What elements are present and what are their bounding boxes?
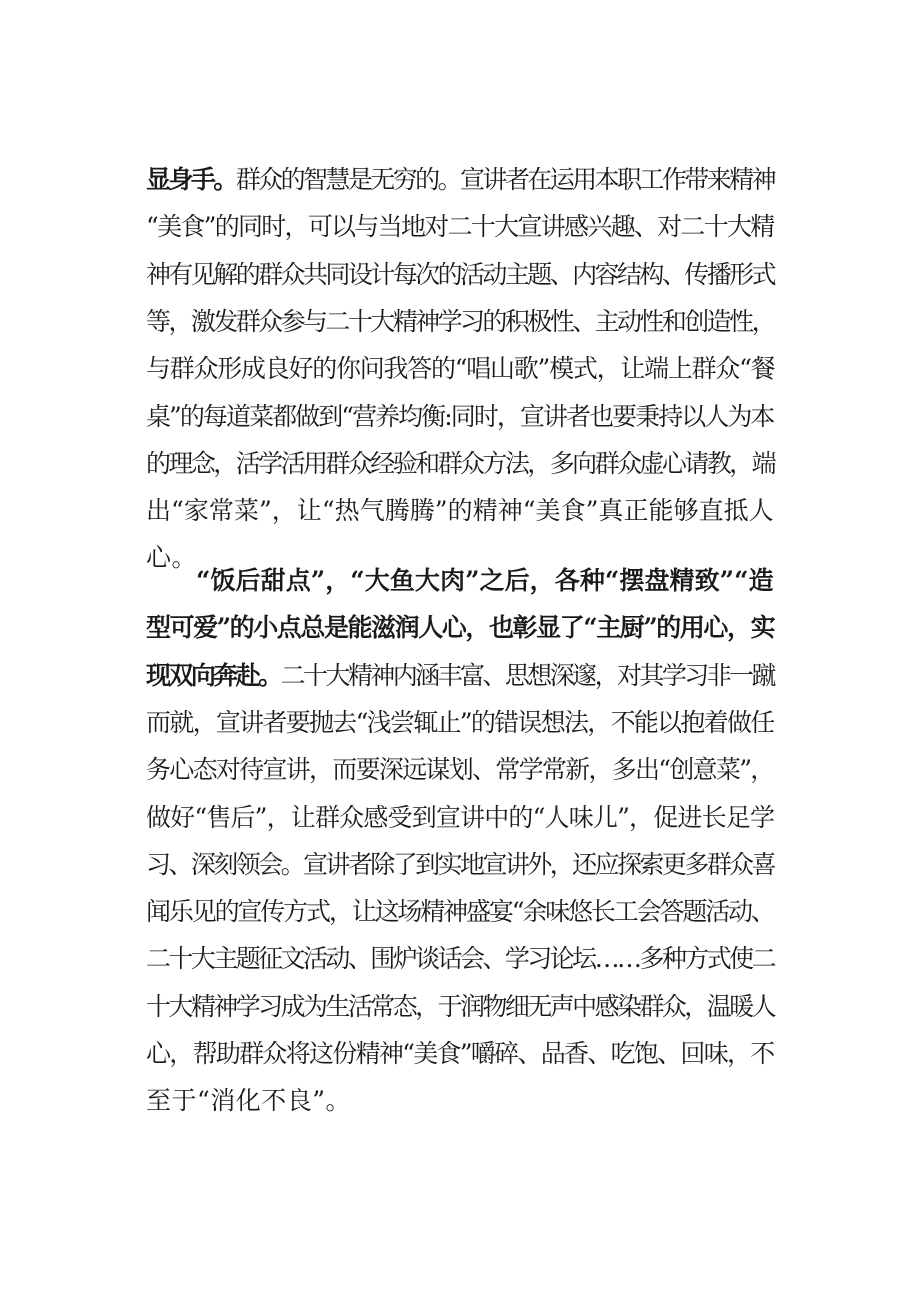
text-segment: 的理念，活学活用群众经验和群众方法，多向群众虚心请教，端 — [146, 448, 775, 478]
text-segment: 心。 — [146, 543, 198, 573]
text-segment: 而就，宣讲者要抛去“浅尝辄止”的错误想法，不能以抱着做任 — [146, 707, 774, 737]
text-segment: “美食”的同时，可以与当地对二十大宣讲感兴趣、对二十大精 — [146, 212, 774, 242]
text-line — [146, 936, 774, 982]
text-segment: 至于“消化不良”。 — [146, 1086, 352, 1116]
text-line — [146, 299, 774, 345]
text-segment: 十大精神学习成为生活常态，于润物细无声中感染群众，温暖人 — [146, 991, 775, 1021]
bold-text-segment: “饭后甜点”，“大鱼大肉”之后，各种“摆盘精致”“造 — [196, 566, 774, 595]
text-line — [146, 157, 774, 203]
text-line — [146, 700, 774, 746]
bold-text-segment: 显身手。 — [146, 165, 236, 194]
text-segment: 二十大精神内涵丰富、思想深邃，对其学习非一蹴 — [280, 660, 775, 690]
bold-text-segment: 现双向奔赴。 — [146, 660, 281, 690]
text-segment: 务心态对待宣讲，而要深远谋划、常学常新，多出“创意菜”， — [146, 755, 774, 785]
text-line — [146, 441, 774, 487]
text-line — [146, 889, 774, 935]
text-line — [146, 984, 774, 1030]
text-line — [146, 394, 774, 440]
text-line — [146, 204, 774, 250]
text-line — [146, 842, 774, 888]
text-segment: 与群众形成良好的你问我答的“唱山歌”模式，让端上群众“餐 — [146, 354, 775, 384]
bold-text-segment: 型可爱”的小点总是能滋润人心，也彰显了“主厨”的用心，实 — [146, 613, 775, 643]
text-segment: 闻乐见的宣传方式，让这场精神盛宴“余味悠长工会答题活动、 — [146, 897, 774, 927]
text-line — [146, 488, 774, 534]
text-line — [146, 346, 774, 392]
text-segment: 桌”的每道菜都做到“营养均衡:同时，宣讲者也要秉持以人为本 — [146, 401, 774, 431]
text-segment: 习、深刻领会。宣讲者除了到实地宣讲外，还应探索更多群众喜 — [146, 849, 775, 879]
text-segment: 等，激发群众参与二十大精神学习的积极性、主动性和创造性， — [146, 306, 775, 336]
text-segment: 群众的智慧是无穷的。宣讲者在运用本职工作带来精神 — [235, 165, 775, 194]
text-segment: 出“家常菜”，让“热气腾腾”的精神“美食”真正能够直抵人 — [146, 496, 774, 526]
text-line — [146, 653, 774, 699]
text-line — [146, 795, 774, 841]
text-line — [146, 252, 774, 298]
text-line — [146, 605, 774, 651]
text-line — [146, 535, 197, 581]
text-segment: 心，帮助群众将这份精神“美食”嚼碎、品香、吃饱、回味，不 — [146, 1039, 774, 1068]
text-segment: 神有见解的群众共同设计每次的活动主题、内容结构、传播形式 — [146, 259, 775, 289]
text-segment: 做好“售后”，让群众感受到宣讲中的“人味儿”，促进长足学 — [146, 802, 775, 832]
text-line — [146, 1031, 774, 1077]
text-line — [146, 747, 774, 793]
text-segment: 二十大主题征文活动、围炉谈话会、学习论坛……多种方式使二 — [146, 944, 775, 974]
text-line — [146, 1078, 351, 1124]
text-line — [196, 558, 774, 604]
